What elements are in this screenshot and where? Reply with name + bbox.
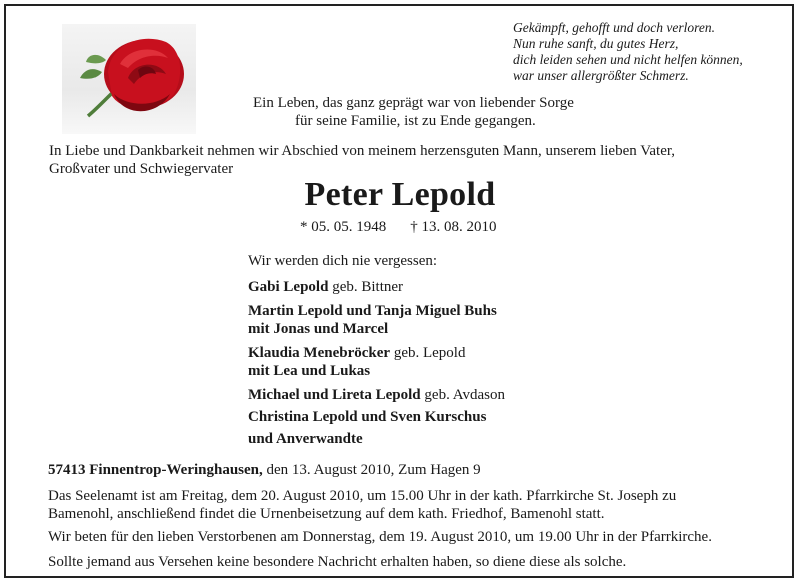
intro-line: Ein Leben, das ganz geprägt war von liebender Sorge: [253, 95, 574, 111]
poem-line: Gekämpft, gehofft und doch verloren.: [513, 20, 715, 35]
farewell-text: [49, 142, 675, 178]
family-entry: [248, 386, 505, 404]
address-place: 57413 Finnentrop-Weringhausen,: [48, 462, 263, 478]
notice-text: Sollte jemand aus Versehen keine besondere Nachricht erhalten haben, so diene diese als solche.: [48, 554, 627, 570]
family-entry: Christina Lepold und Sven Kurschus: [248, 409, 487, 425]
family-list: [248, 252, 505, 448]
family-name: Gabi Lepold: [248, 279, 329, 295]
family-nee: geb. Avdason: [420, 387, 505, 403]
intro-text: [253, 94, 574, 130]
service-text: [48, 487, 676, 523]
family-entry: [248, 344, 505, 362]
deceased-name: Peter Lepold: [304, 176, 496, 213]
address-line: [48, 461, 481, 479]
poem-line: war unser allergrößter Schmerz.: [513, 68, 689, 83]
family-intro: Wir werden dich nie vergessen:: [248, 253, 438, 269]
service-line: Bamenohl, anschließend findet die Urnenbeisetzung auf dem kath. Friedhof, Bamenohl statt.: [48, 506, 605, 522]
poem-line: dich leiden sehen und nicht helfen können,: [513, 52, 743, 67]
farewell-line: Großvater und Schwiegervater: [49, 161, 234, 177]
life-dates: [300, 219, 521, 236]
poem-line: Nun ruhe sanft, du gutes Herz,: [513, 36, 679, 51]
family-name: Michael und Lireta Lepold: [248, 387, 421, 403]
farewell-line: In Liebe und Dankbarkeit nehmen wir Abschied von meinem herzensguten Mann, unserem lieben Vater,: [49, 143, 676, 159]
death-date: † 13. 08. 2010: [410, 219, 497, 235]
prayer-text: Wir beten für den lieben Verstorbenen am Donnerstag, dem 19. August 2010, um 19.00 Uhr in der Pfarrkirche.: [48, 529, 712, 545]
rose-icon: [62, 24, 196, 134]
service-line: Das Seelenamt ist am Freitag, dem 20. August 2010, um 15.00 Uhr in der kath. Pfarrkirche St. Joseph zu: [48, 488, 677, 504]
family-entry: [248, 278, 505, 296]
family-relatives: und Anverwandte: [248, 431, 363, 447]
family-nee: geb. Bittner: [328, 279, 404, 295]
intro-line: für seine Familie, ist zu Ende gegangen.: [295, 113, 536, 129]
family-entry: mit Jonas und Marcel: [248, 321, 389, 337]
family-name: Klaudia Menebröcker: [248, 345, 391, 361]
family-entry: mit Lea und Lukas: [248, 363, 371, 379]
family-nee: geb. Lepold: [390, 345, 466, 361]
family-entry: Martin Lepold und Tanja Miguel Buhs: [248, 303, 497, 319]
rose-image: [62, 24, 196, 134]
poem: [513, 20, 743, 84]
address-rest: den 13. August 2010, Zum Hagen 9: [262, 462, 481, 478]
birth-date: * 05. 05. 1948: [300, 219, 387, 235]
